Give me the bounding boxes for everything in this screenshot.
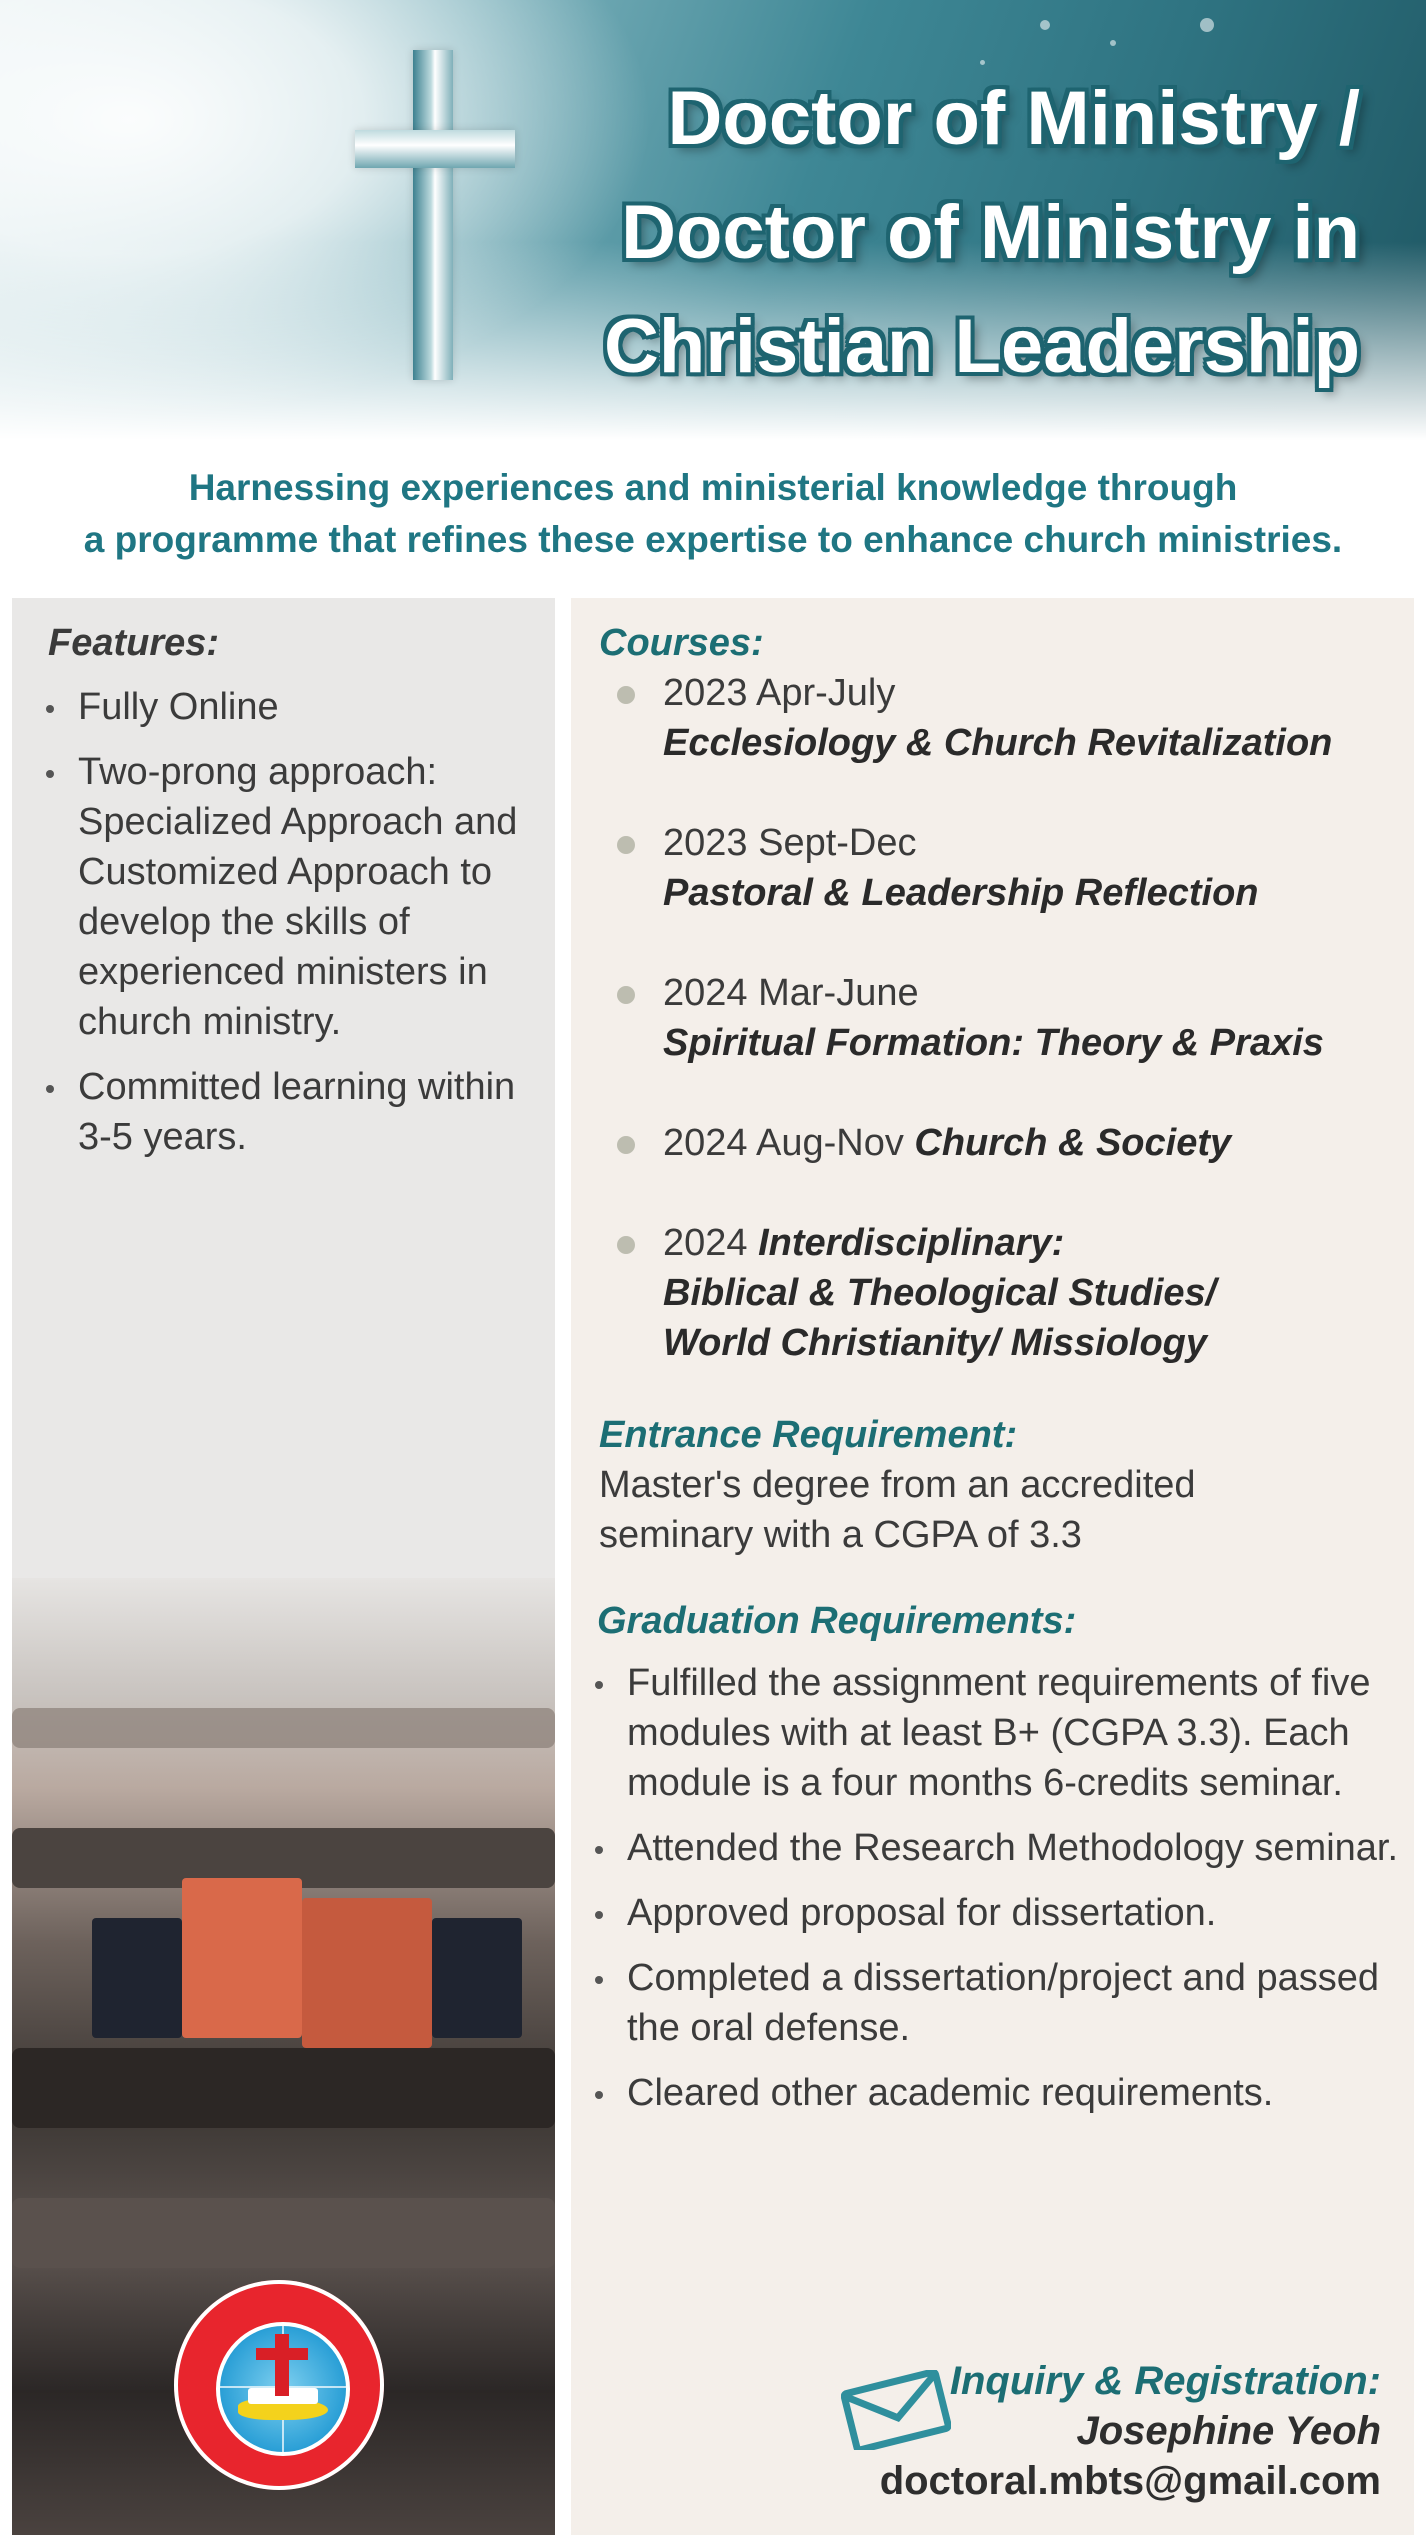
course-name: Ecclesiology & Church Revitalization — [663, 722, 1333, 764]
features-list — [42, 682, 522, 1177]
book-decoration — [92, 1918, 182, 2038]
courses-title: Courses: — [599, 622, 764, 664]
course-name-line: Biblical & Theological Studies/ — [663, 1272, 1217, 1314]
list-item: Attended the Research Methodology seminar. — [591, 1823, 1401, 1873]
tagline-line: a programme that refines these expertise to enhance church ministries. — [83, 519, 1343, 560]
list-item: Two-prong approach: Specialized Approach and Customized Approach to develop the skills of experienced ministers in church ministry. — [42, 747, 522, 1047]
list-item: Fulfilled the assignment requirements of five modules with at least B+ (CGPA 3.3). Each module is a four months 6-credits seminar. — [591, 1658, 1401, 1808]
book-decoration — [182, 1878, 302, 2038]
course-item — [609, 668, 1389, 768]
speck-decoration — [1200, 18, 1214, 32]
course-date: 2024 Mar-June — [663, 972, 919, 1014]
course-name-line: World Christianity/ Missiology — [663, 1322, 1208, 1364]
tagline — [0, 462, 1426, 566]
entrance-title: Entrance Requirement: — [599, 1414, 1018, 1456]
course-date: 2024 — [663, 1222, 748, 1264]
list-item: Completed a dissertation/project and passed the oral defense. — [591, 1953, 1401, 2053]
courses-list — [609, 668, 1389, 1368]
pew-decoration — [12, 2048, 555, 2128]
list-item: Committed learning within 3-5 years. — [42, 1062, 522, 1162]
entrance-text: Master's degree from an accredited seminary with a CGPA of 3.3 — [599, 1464, 1196, 1556]
features-column — [12, 598, 555, 2535]
course-date: 2023 Sept-Dec — [663, 822, 917, 864]
list-item: Approved proposal for dissertation. — [591, 1888, 1401, 1938]
contact-name: Josephine Yeoh — [1076, 2409, 1381, 2453]
pew-decoration — [12, 1708, 555, 1748]
list-item: Cleared other academic requirements. — [591, 2068, 1401, 2118]
speck-decoration — [1110, 40, 1116, 46]
course-item — [609, 818, 1389, 918]
course-item — [609, 1118, 1389, 1168]
course-name: Interdisciplinary: — [758, 1222, 1065, 1264]
book-decoration — [302, 1898, 432, 2048]
courses-column — [571, 598, 1414, 2535]
page-title — [460, 62, 1360, 404]
course-date: 2024 Aug-Nov — [663, 1122, 904, 1164]
course-name: Pastoral & Leadership Reflection — [663, 872, 1259, 914]
course-name: Church & Society — [914, 1122, 1232, 1164]
speck-decoration — [1040, 20, 1050, 30]
course-name: Spiritual Formation: Theory & Praxis — [663, 1022, 1324, 1064]
contact-title: Inquiry & Registration: — [949, 2359, 1381, 2403]
list-item: Fully Online — [42, 682, 522, 732]
tagline-line: Harnessing experiences and ministerial knowledge through — [188, 467, 1238, 508]
contact-email[interactable]: doctoral.mbts@gmail.com — [879, 2459, 1381, 2503]
seminary-logo — [174, 2280, 384, 2490]
features-title: Features: — [48, 622, 220, 664]
globe-icon — [216, 2322, 350, 2456]
header-banner — [0, 0, 1426, 440]
course-date: 2023 Apr-July — [663, 672, 896, 714]
graduation-list — [591, 1658, 1401, 2133]
contact-block — [841, 2356, 1381, 2506]
title-line: Christian Leadership — [604, 304, 1360, 389]
book-decoration — [432, 1918, 522, 2038]
title-line: Doctor of Ministry / — [667, 76, 1360, 161]
pew-decoration — [12, 2198, 555, 2268]
course-item — [609, 968, 1389, 1068]
course-item — [609, 1218, 1389, 1368]
title-line: Doctor of Ministry in — [621, 190, 1360, 275]
graduation-title: Graduation Requirements: — [597, 1600, 1077, 1642]
